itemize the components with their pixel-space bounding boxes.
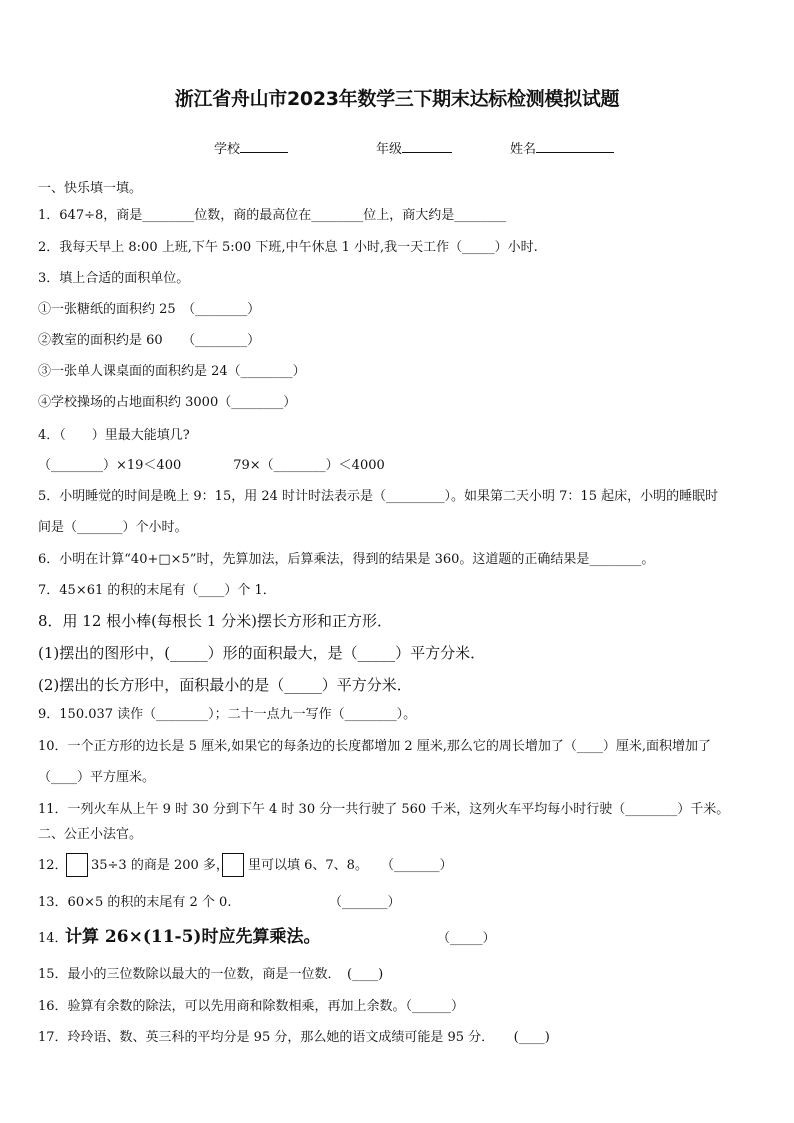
question-2: 2．我每天早上 8:00 上班,下午 5:00 下班,中午休息 1 小时,我一天工作（_____）小时. <box>38 240 538 255</box>
grade-label: 年级 <box>376 142 403 157</box>
question-10-line-1: 10．一个正方形的边长是 5 厘米,如果它的每条边的长度都增加 2 厘米,那么它的周长增加了（____）厘米,面积增加了 <box>38 739 712 754</box>
school-label: 学校 <box>214 142 241 157</box>
question-8: 8．用 12 根小棒(每根长 1 分米)摆长方形和正方形． <box>38 612 392 630</box>
question-16: 16．验算有余数的除法，可以先用商和除数相乘，再加上余数。（______） <box>38 999 465 1014</box>
school-field[interactable] <box>214 138 288 157</box>
section-heading-1: 一、快乐填一填。 <box>38 181 143 196</box>
grade-field[interactable] <box>376 138 452 157</box>
question-12-text: 35÷3 的商是 200 多， <box>91 858 229 873</box>
answer-box <box>66 853 88 877</box>
question-7: 7．45×61 的积的末尾有（____）个 1． <box>38 583 276 598</box>
question-15: 15．最小的三位数除以最大的一位数，商是一位数． (____) <box>38 967 384 982</box>
question-14-number: 14． <box>38 931 68 946</box>
name-blank[interactable] <box>536 138 614 153</box>
question-11: 11．一列火车从上午 9 时 30 分到下午 4 时 30 分一共行驶了 560 千米，这列火车平均每小时行驶（________）千米。 <box>38 802 730 817</box>
grade-blank[interactable] <box>402 138 452 153</box>
name-field[interactable] <box>510 138 614 157</box>
question-4-items: （________）×19＜400 79×（________）＜4000 <box>38 458 385 473</box>
question-8-part-1: (1)摆出的图形中，(_____）形的面积最大，是（_____）平方分米． <box>38 644 486 662</box>
question-1: 1．647÷8，商是________位数，商的最高位在________位上，商大约是________ <box>38 208 507 223</box>
question-12-number: 12． <box>38 858 68 873</box>
question-17: 17．玲玲语、数、英三科的平均分是 95 分，那么她的语文成绩可能是 95 分． (____) <box>38 1030 550 1045</box>
answer-box <box>222 853 244 877</box>
question-14: 计算 26×(11-5)时应先算乘法。 <box>65 927 321 947</box>
question-3-item-4: ④学校操场的占地面积约 3000（________） <box>38 395 297 410</box>
question-5-line-1: 5．小明睡觉的时间是晚上 9：15，用 24 时计时法表示是（_________）。如果第二天小明 7：15 起床，小明的睡眠时 <box>38 489 719 504</box>
question-3-item-3: ③一张单人课桌面的面积约是 24（________） <box>38 364 306 379</box>
page-title: 浙江省舟山市2023年数学三下期末达标检测模拟试题 <box>174 88 620 110</box>
question-14-answer: （_____） <box>437 931 496 946</box>
question-4: 4．（ ）里最大能填几? <box>38 428 190 443</box>
question-12-tail: 里可以填 6、7、8。 （_______） <box>248 858 453 873</box>
section-heading-2: 二、公正小法官。 <box>38 827 143 842</box>
question-10-line-2: （____）平方厘米。 <box>38 770 156 785</box>
school-blank[interactable] <box>240 138 288 153</box>
question-3-item-1: ①一张糖纸的面积约 25 （________） <box>38 302 261 317</box>
question-5-line-2: 间是（_______）个小时。 <box>38 520 188 535</box>
question-3: 3．填上合适的面积单位。 <box>38 271 190 286</box>
question-6: 6．小明在计算“40+□×5”时，先算加法，后算乘法，得到的结果是 360。这道题的正确结果是________。 <box>38 552 655 567</box>
question-9: 9．150.037 读作（________）；二十一点九一写作（________）。 <box>38 707 417 722</box>
question-13: 13．60×5 的积的末尾有 2 个 0. （_______） <box>38 895 401 910</box>
question-8-part-2: (2)摆出的长方形中，面积最小的是（_____）平方分米． <box>38 676 412 694</box>
name-label: 姓名 <box>510 142 537 157</box>
question-3-item-2: ②教室的面积约是 60 （________） <box>38 333 261 348</box>
